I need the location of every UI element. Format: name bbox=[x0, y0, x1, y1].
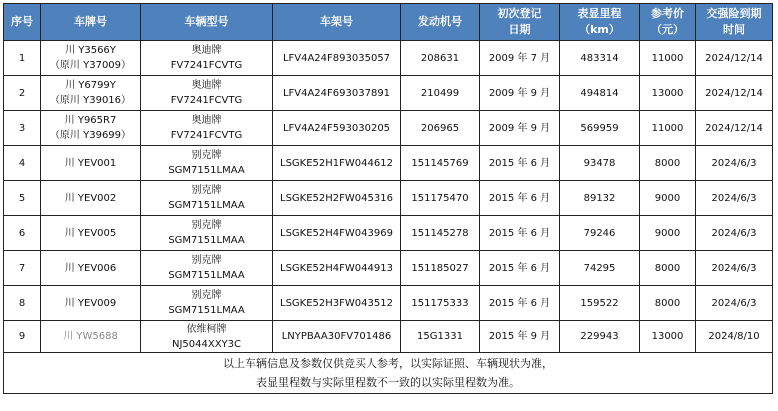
model-code: FV7241FCVTG bbox=[170, 130, 243, 141]
cell-plate bbox=[41, 111, 141, 146]
cell-engine: 210499 bbox=[401, 76, 480, 111]
header-vin: 车架号 bbox=[273, 4, 401, 41]
cell-seq: 4 bbox=[4, 146, 41, 181]
cell-seq: 1 bbox=[4, 41, 41, 76]
cell-price: 11000 bbox=[640, 41, 696, 76]
cell-engine: 151185027 bbox=[401, 251, 480, 286]
cell-registration: 2015 年 6 月 bbox=[480, 216, 560, 251]
cell-model bbox=[141, 321, 273, 353]
cell-mileage: 483314 bbox=[560, 41, 640, 76]
cell-mileage: 494814 bbox=[560, 76, 640, 111]
model-brand: 别克牌 bbox=[191, 255, 222, 266]
header-registration-line2: 日期 bbox=[508, 23, 531, 36]
table-row bbox=[4, 286, 773, 321]
cell-model bbox=[141, 111, 273, 146]
cell-registration: 2015 年 6 月 bbox=[480, 251, 560, 286]
cell-registration: 2015 年 9 月 bbox=[480, 321, 560, 353]
model-brand: 别克牌 bbox=[191, 185, 222, 196]
cell-price: 13000 bbox=[640, 321, 696, 353]
footer-note-line1: 以上车辆信息及参数仅供竞买人参考，以实际证照、车辆现状为准， bbox=[223, 357, 553, 370]
cell-plate: 川 YEV001 bbox=[41, 146, 141, 181]
model-brand: 奥迪牌 bbox=[191, 80, 222, 91]
cell-vin: LSGKE52H4FW044913 bbox=[273, 251, 401, 286]
model-code: NJ5044XXY3C bbox=[171, 338, 242, 350]
table-row bbox=[4, 321, 773, 353]
cell-model bbox=[141, 181, 273, 216]
model-brand: 别克牌 bbox=[191, 150, 222, 161]
cell-mileage: 229943 bbox=[560, 321, 640, 353]
cell-plate: 川 YEV002 bbox=[41, 181, 141, 216]
cell-insurance: 2024/12/14 bbox=[696, 41, 773, 76]
cell-price: 8000 bbox=[640, 251, 696, 286]
cell-model bbox=[141, 251, 273, 286]
cell-seq: 3 bbox=[4, 111, 41, 146]
cell-model bbox=[141, 216, 273, 251]
cell-registration: 2009 年 9 月 bbox=[480, 76, 560, 111]
table-row bbox=[4, 146, 773, 181]
model-brand: 别克牌 bbox=[191, 220, 222, 231]
header-insurance-line1: 交强险到期 bbox=[706, 7, 762, 20]
header-price-line2: （元） bbox=[651, 23, 684, 36]
cell-seq: 9 bbox=[4, 321, 41, 353]
footer-row bbox=[4, 353, 773, 394]
cell-seq: 7 bbox=[4, 251, 41, 286]
cell-seq: 6 bbox=[4, 216, 41, 251]
cell-plate bbox=[41, 76, 141, 111]
plate-original: （原川 Y39699） bbox=[49, 130, 132, 141]
cell-engine: 151175470 bbox=[401, 181, 480, 216]
cell-plate: 川 YEV005 bbox=[41, 216, 141, 251]
cell-model bbox=[141, 286, 273, 321]
cell-registration: 2009 年 7 月 bbox=[480, 41, 560, 76]
cell-registration: 2015 年 6 月 bbox=[480, 181, 560, 216]
cell-price: 11000 bbox=[640, 111, 696, 146]
cell-engine: 208631 bbox=[401, 41, 480, 76]
cell-insurance: 2024/6/3 bbox=[696, 286, 773, 321]
cell-mileage: 74295 bbox=[560, 251, 640, 286]
cell-insurance: 2024/6/3 bbox=[696, 216, 773, 251]
cell-engine: 206965 bbox=[401, 111, 480, 146]
model-brand: 奥迪牌 bbox=[191, 45, 222, 56]
header-registration-date bbox=[480, 4, 560, 41]
model-code: FV7241FCVTG bbox=[170, 95, 243, 106]
header-registration-line1: 初次登记 bbox=[497, 7, 542, 20]
cell-registration: 2009 年 9 月 bbox=[480, 111, 560, 146]
header-model: 车辆型号 bbox=[141, 4, 273, 41]
model-brand: 别克牌 bbox=[191, 290, 222, 301]
footer-note bbox=[4, 353, 773, 394]
cell-mileage: 569959 bbox=[560, 111, 640, 146]
cell-vin: LSGKE52H1FW044612 bbox=[273, 146, 401, 181]
cell-plate: 川 YEV009 bbox=[41, 286, 141, 321]
model-code: FV7241FCVTG bbox=[170, 60, 243, 71]
cell-insurance: 2024/6/3 bbox=[696, 146, 773, 181]
table-row bbox=[4, 251, 773, 286]
cell-plate bbox=[41, 41, 141, 76]
model-brand: 依维柯牌 bbox=[186, 323, 227, 335]
cell-price: 8000 bbox=[640, 146, 696, 181]
table-row bbox=[4, 41, 773, 76]
cell-price: 13000 bbox=[640, 76, 696, 111]
cell-insurance: 2024/12/14 bbox=[696, 76, 773, 111]
model-code: SGM7151LMAA bbox=[168, 200, 245, 211]
cell-engine: 151145769 bbox=[401, 146, 480, 181]
cell-vin: LNYPBAA30FV701486 bbox=[273, 321, 401, 353]
cell-registration: 2015 年 6 月 bbox=[480, 286, 560, 321]
plate-original: （原川 Y37009） bbox=[49, 60, 132, 71]
cell-plate: 川 YEV006 bbox=[41, 251, 141, 286]
cell-plate: 川 YW5688 bbox=[41, 321, 141, 353]
header-insurance-line2: 时间 bbox=[723, 23, 745, 36]
cell-seq: 2 bbox=[4, 76, 41, 111]
cell-vin: LSGKE52H4FW043969 bbox=[273, 216, 401, 251]
header-insurance bbox=[696, 4, 773, 41]
cell-engine: 151175333 bbox=[401, 286, 480, 321]
table-row bbox=[4, 111, 773, 146]
footer-note-line2: 表显里程数与实际里程数不一致的以实际里程数为准。 bbox=[256, 376, 520, 389]
cell-vin: LFV4A24F893035057 bbox=[273, 41, 401, 76]
cell-insurance: 2024/8/10 bbox=[696, 321, 773, 353]
plate-current: 川 Y6799Y bbox=[65, 80, 116, 91]
cell-mileage: 93478 bbox=[560, 146, 640, 181]
cell-price: 9000 bbox=[640, 181, 696, 216]
cell-engine: 15G1331 bbox=[401, 321, 480, 353]
cell-model bbox=[141, 146, 273, 181]
cell-price: 9000 bbox=[640, 216, 696, 251]
model-brand: 奥迪牌 bbox=[191, 115, 222, 126]
plate-original: （原川 Y39016） bbox=[49, 95, 132, 106]
header-plate: 车牌号 bbox=[41, 4, 141, 41]
cell-model bbox=[141, 41, 273, 76]
header-mileage-line1: 表显里程 bbox=[577, 7, 622, 20]
header-price-line1: 参考价 bbox=[651, 7, 684, 20]
cell-engine: 151145278 bbox=[401, 216, 480, 251]
table-header-row bbox=[4, 4, 773, 41]
cell-insurance: 2024/6/3 bbox=[696, 181, 773, 216]
table-row bbox=[4, 76, 773, 111]
header-seq: 序号 bbox=[4, 4, 41, 41]
cell-vin: LSGKE52H3FW043512 bbox=[273, 286, 401, 321]
cell-insurance: 2024/6/3 bbox=[696, 251, 773, 286]
model-code: SGM7151LMAA bbox=[168, 270, 245, 281]
cell-vin: LFV4A24F593030205 bbox=[273, 111, 401, 146]
model-code: SGM7151LMAA bbox=[168, 235, 245, 246]
cell-model bbox=[141, 76, 273, 111]
model-code: SGM7151LMAA bbox=[168, 165, 245, 176]
cell-mileage: 159522 bbox=[560, 286, 640, 321]
cell-vin: LSGKE52H2FW045316 bbox=[273, 181, 401, 216]
header-engine: 发动机号 bbox=[401, 4, 480, 41]
plate-current: 川 Y3566Y bbox=[65, 45, 116, 56]
table-row bbox=[4, 216, 773, 251]
plate-current: 川 Y965R7 bbox=[64, 115, 117, 126]
cell-seq: 5 bbox=[4, 181, 41, 216]
cell-seq: 8 bbox=[4, 286, 41, 321]
header-mileage bbox=[560, 4, 640, 41]
cell-price: 8000 bbox=[640, 286, 696, 321]
cell-mileage: 79246 bbox=[560, 216, 640, 251]
cell-vin: LFV4A24F693037891 bbox=[273, 76, 401, 111]
vehicle-table bbox=[3, 3, 773, 394]
header-mileage-line2: （km） bbox=[579, 23, 620, 36]
cell-registration: 2015 年 6 月 bbox=[480, 146, 560, 181]
model-code: SGM7151LMAA bbox=[168, 305, 245, 316]
cell-insurance: 2024/12/14 bbox=[696, 111, 773, 146]
cell-mileage: 89132 bbox=[560, 181, 640, 216]
table-row bbox=[4, 181, 773, 216]
header-price bbox=[640, 4, 696, 41]
